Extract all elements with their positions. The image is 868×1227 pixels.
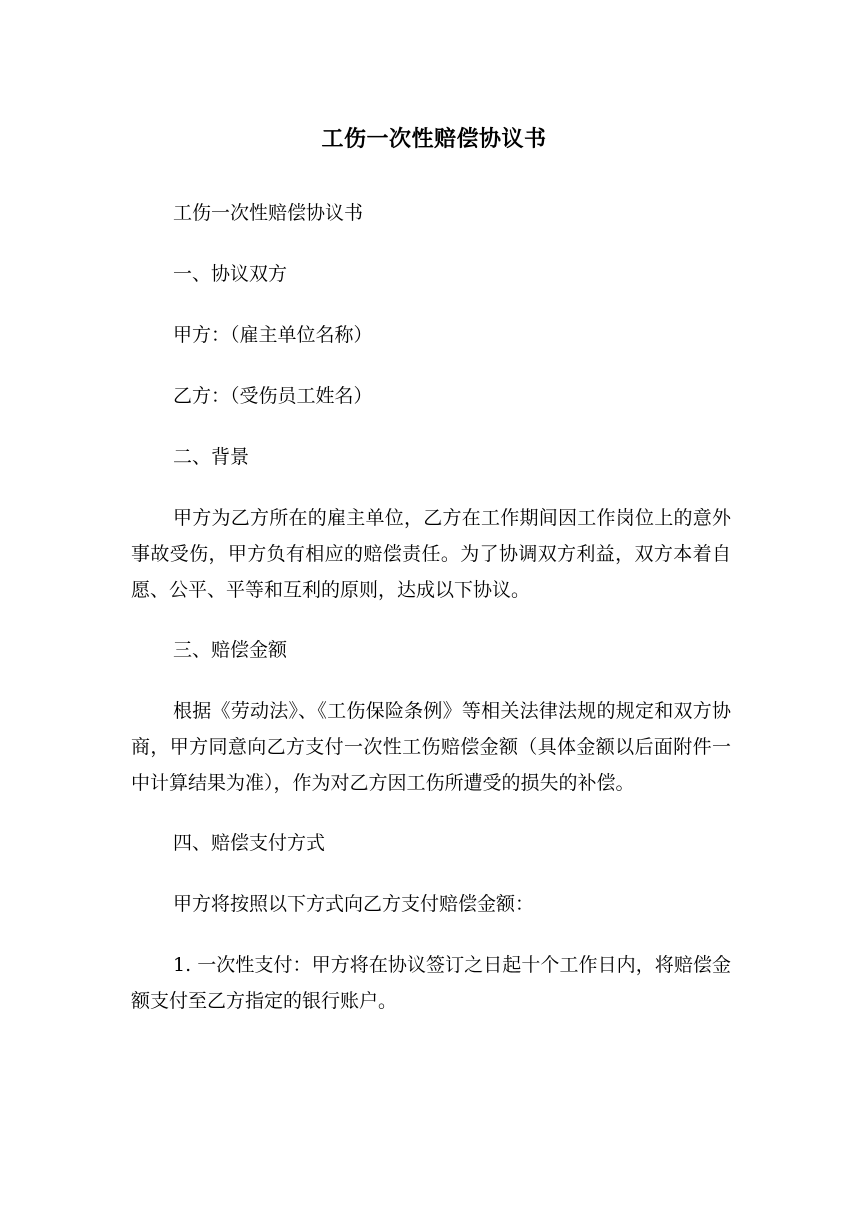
- document-title: 工伤一次性赔偿协议书: [321, 127, 547, 152]
- paragraph-subtitle: 工伤一次性赔偿协议书: [173, 202, 364, 224]
- section-heading-payment: 四、赔偿支付方式: [173, 832, 326, 854]
- paragraph-payment-item-1: 1. 一次性支付：甲方将在协议签订之日起十个工作日内，将赔偿金额支付至乙方指定的银行账户。: [131, 954, 731, 1012]
- section-heading-parties: 一、协议双方: [173, 263, 288, 285]
- party-a-line: 甲方：（雇主单位名称）: [173, 324, 373, 346]
- section-heading-background: 二、背景: [173, 446, 250, 468]
- document-body: [131, 195, 731, 1043]
- paragraph-background: 甲方为乙方所在的雇主单位，乙方在工作期间因工作岗位上的意外事故受伤，甲方负有相应的赔偿责任。为了协调双方利益，双方本着自愿、公平、平等和互利的原则，达成以下协议。: [131, 507, 731, 601]
- paragraph-payment-intro: 甲方将按照以下方式向乙方支付赔偿金额：: [173, 893, 535, 915]
- party-b-line: 乙方：（受伤员工姓名）: [173, 385, 373, 407]
- section-heading-amount: 三、赔偿金额: [173, 639, 288, 661]
- paragraph-amount: 根据《劳动法》、《工伤保险条例》等相关法律法规的规定和双方协商，甲方同意向乙方支付一次性工伤赔偿金额（具体金额以后面附件一中计算结果为准），作为对乙方因工伤所遭受的损失的补偿。: [131, 700, 731, 794]
